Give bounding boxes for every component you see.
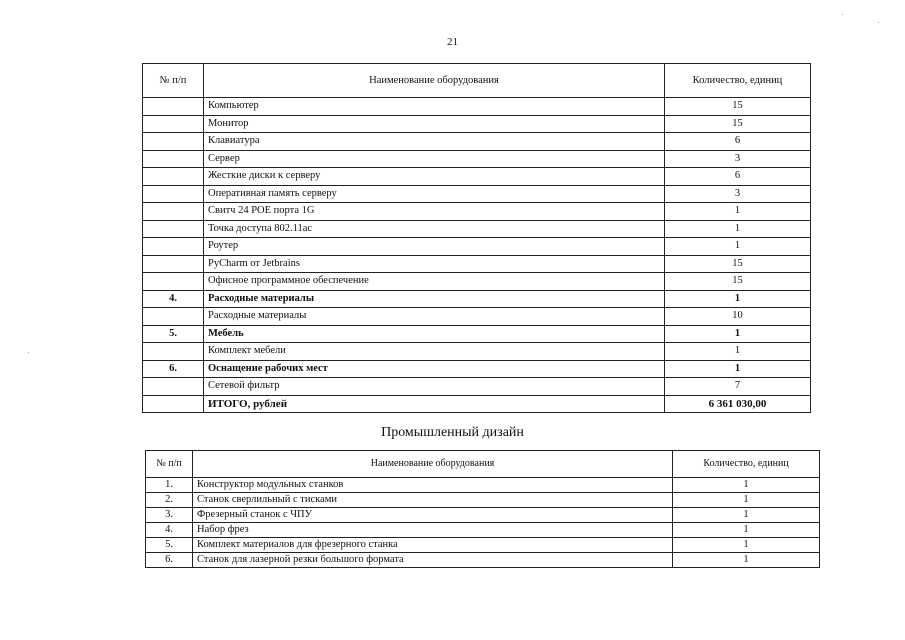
- row-quantity: 3: [665, 185, 811, 203]
- row-number: [143, 168, 204, 186]
- table-row: [146, 523, 820, 538]
- row-number: [143, 185, 204, 203]
- header-number: № п/п: [146, 451, 193, 478]
- row-quantity: 1: [665, 360, 811, 378]
- row-quantity: 1: [673, 508, 820, 523]
- row-number: [143, 150, 204, 168]
- row-name: Станок сверлильный с тисками: [193, 493, 673, 508]
- row-number: 4.: [143, 290, 204, 308]
- row-name: Монитор: [204, 115, 665, 133]
- table-header-row: [146, 451, 820, 478]
- row-number: 6.: [143, 360, 204, 378]
- row-number: [143, 133, 204, 151]
- row-name: Мебель: [204, 325, 665, 343]
- row-quantity: 15: [665, 255, 811, 273]
- equipment-table: [142, 63, 811, 413]
- scan-speck: [842, 14, 843, 15]
- header-name: Наименование оборудования: [204, 64, 665, 98]
- table-row: [143, 133, 811, 151]
- total-value: 6 361 030,00: [665, 395, 811, 413]
- row-number: [143, 343, 204, 361]
- table-row: [143, 255, 811, 273]
- row-name: Точка доступа 802.11ac: [204, 220, 665, 238]
- table-header-row: [143, 64, 811, 98]
- row-number: [143, 220, 204, 238]
- table-row: [146, 538, 820, 553]
- row-name: Комплект мебели: [204, 343, 665, 361]
- row-number: 5.: [146, 538, 193, 553]
- row-number: 3.: [146, 508, 193, 523]
- row-quantity: 15: [665, 273, 811, 291]
- scan-speck: [28, 352, 29, 353]
- row-number: 2.: [146, 493, 193, 508]
- table-row: [143, 203, 811, 221]
- row-number: 1.: [146, 478, 193, 493]
- row-quantity: 3: [665, 150, 811, 168]
- row-number: [143, 273, 204, 291]
- row-quantity: 1: [673, 493, 820, 508]
- row-name: Клавиатура: [204, 133, 665, 151]
- row-quantity: 1: [665, 220, 811, 238]
- row-name: Свитч 24 POE порта 1G: [204, 203, 665, 221]
- header-quantity: Количество, единиц: [673, 451, 820, 478]
- total-empty-cell: [143, 395, 204, 413]
- row-quantity: 10: [665, 308, 811, 326]
- row-quantity: 1: [673, 523, 820, 538]
- row-quantity: 1: [665, 290, 811, 308]
- row-quantity: 6: [665, 168, 811, 186]
- row-quantity: 15: [665, 98, 811, 116]
- table-row: [143, 273, 811, 291]
- section-title: Промышленный дизайн: [381, 425, 524, 440]
- row-name: Роутер: [204, 238, 665, 256]
- total-label: ИТОГО, рублей: [204, 395, 665, 413]
- row-quantity: 1: [665, 325, 811, 343]
- row-name: Расходные материалы: [204, 308, 665, 326]
- row-number: [143, 255, 204, 273]
- table-row: [143, 150, 811, 168]
- row-number: [143, 203, 204, 221]
- table-row: [143, 115, 811, 133]
- row-name: PyCharm от Jetbrains: [204, 255, 665, 273]
- row-name: Расходные материалы: [204, 290, 665, 308]
- row-quantity: 6: [665, 133, 811, 151]
- table-row: [146, 478, 820, 493]
- row-name: Комплект материалов для фрезерного станка: [193, 538, 673, 553]
- row-number: [143, 115, 204, 133]
- scan-speck: [878, 22, 879, 23]
- row-quantity: 1: [673, 553, 820, 568]
- industrial-design-table: [145, 450, 820, 568]
- row-name: Жесткие диски к серверу: [204, 168, 665, 186]
- table-row: [143, 98, 811, 116]
- row-quantity: 1: [665, 343, 811, 361]
- row-name: Оснащение рабочих мест: [204, 360, 665, 378]
- row-number: 5.: [143, 325, 204, 343]
- row-name: Набор фрез: [193, 523, 673, 538]
- header-name: Наименование оборудования: [193, 451, 673, 478]
- row-name: Офисное программное обеспечение: [204, 273, 665, 291]
- table-row: [143, 343, 811, 361]
- table-row: [143, 220, 811, 238]
- table-row: [143, 325, 811, 343]
- row-name: Сервер: [204, 150, 665, 168]
- row-number: 4.: [146, 523, 193, 538]
- table-row: [146, 508, 820, 523]
- row-name: Конструктор модульных станков: [193, 478, 673, 493]
- table-row: [143, 238, 811, 256]
- table-row: [143, 360, 811, 378]
- row-quantity: 7: [665, 378, 811, 396]
- row-quantity: 15: [665, 115, 811, 133]
- header-quantity: Количество, единиц: [665, 64, 811, 98]
- row-name: Сетевой фильтр: [204, 378, 665, 396]
- row-name: Фрезерный станок с ЧПУ: [193, 508, 673, 523]
- header-number: № п/п: [143, 64, 204, 98]
- row-name: Компьютер: [204, 98, 665, 116]
- row-quantity: 1: [665, 203, 811, 221]
- table-row: [143, 168, 811, 186]
- page-number: 21: [447, 36, 458, 48]
- table-row: [143, 308, 811, 326]
- table-row: [143, 290, 811, 308]
- row-quantity: 1: [673, 538, 820, 553]
- row-number: [143, 378, 204, 396]
- table-row: [143, 185, 811, 203]
- row-name: Станок для лазерной резки большого формата: [193, 553, 673, 568]
- row-quantity: 1: [665, 238, 811, 256]
- total-row: [143, 395, 811, 413]
- row-number: 6.: [146, 553, 193, 568]
- row-number: [143, 308, 204, 326]
- table-row: [143, 378, 811, 396]
- table-row: [146, 553, 820, 568]
- table-row: [146, 493, 820, 508]
- row-number: [143, 238, 204, 256]
- row-quantity: 1: [673, 478, 820, 493]
- row-name: Оперативная память серверу: [204, 185, 665, 203]
- row-number: [143, 98, 204, 116]
